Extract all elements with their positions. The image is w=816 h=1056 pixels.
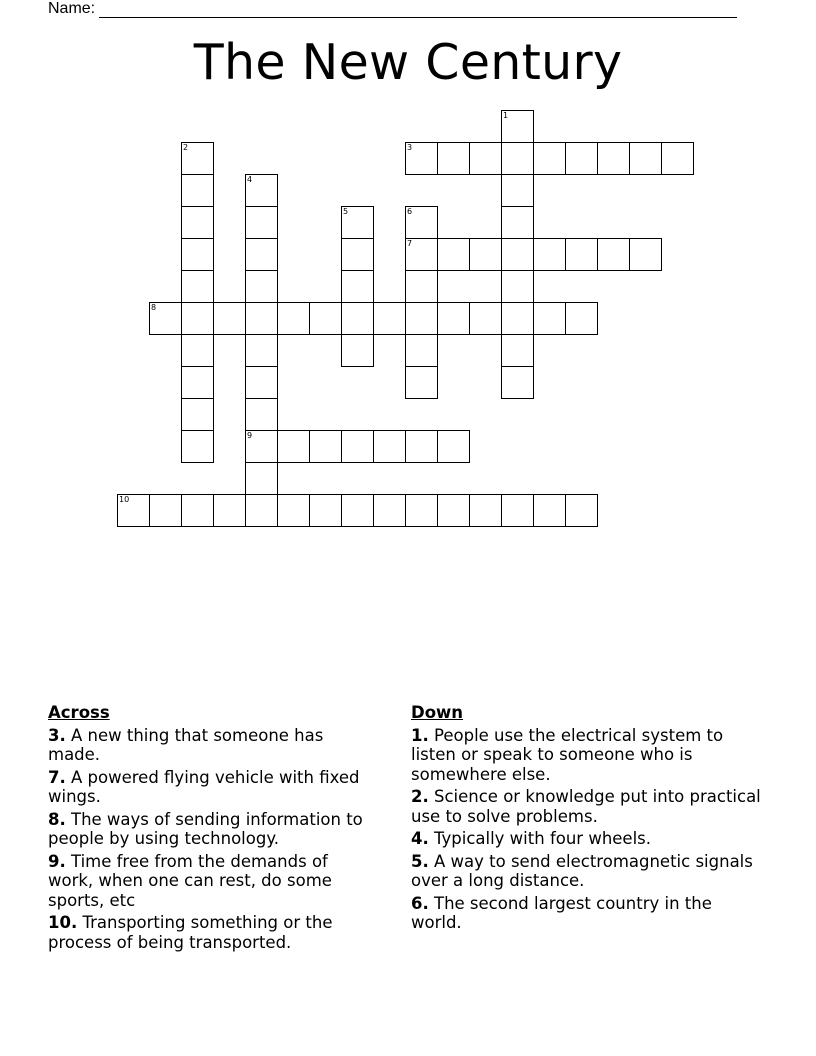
across-heading: Across bbox=[48, 703, 110, 722]
grid-cell[interactable] bbox=[245, 494, 278, 527]
grid-cell[interactable] bbox=[437, 430, 470, 463]
clue-across-9 bbox=[48, 852, 378, 911]
clue-text: A way to send electromagnetic signals over a long distance. bbox=[411, 851, 753, 890]
clue-number-label: 6 bbox=[407, 207, 413, 216]
grid-cell[interactable] bbox=[501, 302, 534, 335]
clue-down-5 bbox=[411, 852, 766, 891]
clue-text: Time free from the demands of work, when one can rest, do some sports, etc bbox=[48, 851, 332, 910]
grid-cell[interactable] bbox=[181, 142, 214, 175]
grid-cell[interactable] bbox=[405, 302, 438, 335]
grid-cell[interactable] bbox=[565, 494, 598, 527]
grid-cell[interactable] bbox=[469, 142, 502, 175]
grid-cell[interactable] bbox=[565, 238, 598, 271]
grid-cell[interactable] bbox=[437, 494, 470, 527]
grid-cell[interactable] bbox=[181, 430, 214, 463]
grid-cell[interactable] bbox=[501, 334, 534, 367]
grid-cell[interactable] bbox=[181, 334, 214, 367]
grid-cell[interactable] bbox=[341, 334, 374, 367]
clue-down-1 bbox=[411, 726, 766, 785]
grid-cell[interactable] bbox=[245, 366, 278, 399]
grid-cell[interactable] bbox=[405, 430, 438, 463]
clue-number: 1. bbox=[411, 725, 429, 745]
grid-cell[interactable] bbox=[245, 270, 278, 303]
grid-cell[interactable] bbox=[181, 302, 214, 335]
grid-cell[interactable] bbox=[213, 302, 246, 335]
grid-cell[interactable] bbox=[245, 206, 278, 239]
grid-cell[interactable] bbox=[533, 302, 566, 335]
grid-cell[interactable] bbox=[469, 494, 502, 527]
clue-number-label: 3 bbox=[407, 143, 413, 152]
clue-number: 9. bbox=[48, 851, 66, 871]
grid-cell[interactable] bbox=[245, 398, 278, 431]
grid-cell[interactable] bbox=[373, 302, 406, 335]
grid-cell[interactable] bbox=[277, 494, 310, 527]
grid-cell[interactable] bbox=[437, 238, 470, 271]
page-title: The New Century bbox=[193, 34, 623, 91]
grid-cell[interactable] bbox=[469, 302, 502, 335]
grid-cell[interactable] bbox=[245, 238, 278, 271]
clue-number: 10. bbox=[48, 913, 78, 932]
grid-cell[interactable] bbox=[245, 334, 278, 367]
grid-cell[interactable] bbox=[181, 366, 214, 399]
grid-cell[interactable] bbox=[597, 142, 630, 175]
grid-cell[interactable] bbox=[501, 110, 534, 143]
clue-text: Transporting something or the process of being transported. bbox=[48, 913, 333, 952]
clue-text: The second largest country in the world. bbox=[411, 893, 712, 932]
down-heading: Down bbox=[411, 703, 464, 722]
clue-text: Typically with four wheels. bbox=[428, 829, 652, 848]
clue-number-label: 5 bbox=[343, 207, 349, 216]
grid-cell[interactable] bbox=[405, 494, 438, 527]
clue-text: The ways of sending information to people by using technology. bbox=[48, 809, 363, 848]
grid-cell[interactable] bbox=[245, 430, 278, 463]
grid-cell[interactable] bbox=[341, 302, 374, 335]
grid-cell[interactable] bbox=[341, 206, 374, 239]
grid-cell[interactable] bbox=[181, 270, 214, 303]
grid-cell[interactable] bbox=[437, 302, 470, 335]
clue-number-label: 10 bbox=[119, 495, 130, 504]
grid-cell[interactable] bbox=[405, 142, 438, 175]
grid-cell[interactable] bbox=[405, 366, 438, 399]
grid-cell[interactable] bbox=[245, 462, 278, 495]
grid-cell[interactable] bbox=[181, 398, 214, 431]
grid-cell[interactable] bbox=[309, 430, 342, 463]
grid-cell[interactable] bbox=[277, 302, 310, 335]
grid-cell[interactable] bbox=[181, 494, 214, 527]
grid-cell[interactable] bbox=[341, 270, 374, 303]
grid-cell[interactable] bbox=[661, 142, 694, 175]
grid-cell[interactable] bbox=[309, 302, 342, 335]
grid-cell[interactable] bbox=[405, 206, 438, 239]
clue-number-label: 9 bbox=[247, 431, 253, 440]
grid-cell[interactable] bbox=[181, 206, 214, 239]
grid-cell[interactable] bbox=[181, 238, 214, 271]
grid-cell[interactable] bbox=[469, 238, 502, 271]
grid-cell[interactable] bbox=[117, 494, 150, 527]
clue-across-8 bbox=[48, 810, 378, 849]
clue-across-3 bbox=[48, 726, 378, 765]
grid-cell[interactable] bbox=[533, 238, 566, 271]
clue-number-label: 7 bbox=[407, 239, 413, 248]
grid-cell[interactable] bbox=[629, 238, 662, 271]
grid-cell[interactable] bbox=[629, 142, 662, 175]
grid-cell[interactable] bbox=[245, 302, 278, 335]
grid-cell[interactable] bbox=[149, 494, 182, 527]
grid-cell[interactable] bbox=[341, 238, 374, 271]
across-clues bbox=[48, 703, 378, 955]
clue-number: 7. bbox=[48, 767, 66, 787]
clue-number-label: 1 bbox=[503, 111, 509, 120]
grid-cell[interactable] bbox=[245, 174, 278, 207]
grid-cell[interactable] bbox=[501, 494, 534, 527]
grid-cell[interactable] bbox=[501, 142, 534, 175]
grid-cell[interactable] bbox=[405, 270, 438, 303]
grid-cell[interactable] bbox=[437, 142, 470, 175]
grid-cell[interactable] bbox=[181, 174, 214, 207]
down-clues bbox=[411, 703, 766, 936]
clue-text: Science or knowledge put into practical use to solve problems. bbox=[411, 787, 761, 826]
grid-cell[interactable] bbox=[373, 494, 406, 527]
grid-cell[interactable] bbox=[277, 430, 310, 463]
grid-cell[interactable] bbox=[565, 142, 598, 175]
clue-text: A new thing that someone has made. bbox=[48, 725, 324, 764]
grid-cell[interactable] bbox=[213, 494, 246, 527]
grid-cell[interactable] bbox=[501, 206, 534, 239]
grid-cell[interactable] bbox=[501, 366, 534, 399]
clue-down-2 bbox=[411, 787, 766, 826]
grid-cell[interactable] bbox=[501, 174, 534, 207]
clue-number: 6. bbox=[411, 893, 429, 913]
grid-cell[interactable] bbox=[565, 302, 598, 335]
clue-text: People use the electrical system to listen or speak to someone who is somewhere else. bbox=[411, 725, 724, 784]
grid-cell[interactable] bbox=[373, 430, 406, 463]
grid-cell[interactable] bbox=[341, 494, 374, 527]
grid-cell[interactable] bbox=[533, 142, 566, 175]
grid-cell[interactable] bbox=[501, 238, 534, 271]
clue-number-label: 4 bbox=[247, 175, 253, 184]
name-label: Name: bbox=[48, 0, 96, 17]
grid-cell[interactable] bbox=[501, 270, 534, 303]
clue-number: 8. bbox=[48, 809, 66, 829]
clue-across-7 bbox=[48, 768, 378, 807]
clue-text: A powered flying vehicle with fixed wings. bbox=[48, 767, 360, 806]
clue-number: 5. bbox=[411, 851, 429, 871]
clue-number-label: 8 bbox=[151, 303, 157, 312]
clue-number: 4. bbox=[411, 829, 429, 848]
grid-cell[interactable] bbox=[533, 494, 566, 527]
clue-down-6 bbox=[411, 894, 766, 933]
grid-cell[interactable] bbox=[309, 494, 342, 527]
clue-number: 2. bbox=[411, 787, 429, 806]
grid-cell[interactable] bbox=[149, 302, 182, 335]
clue-down-4 bbox=[411, 829, 766, 849]
grid-cell[interactable] bbox=[405, 334, 438, 367]
clue-number-label: 2 bbox=[183, 143, 189, 152]
grid-cell[interactable] bbox=[597, 238, 630, 271]
clue-number: 3. bbox=[48, 725, 66, 745]
clue-across-10 bbox=[48, 913, 378, 952]
grid-cell[interactable] bbox=[341, 430, 374, 463]
grid-cell[interactable] bbox=[405, 238, 438, 271]
